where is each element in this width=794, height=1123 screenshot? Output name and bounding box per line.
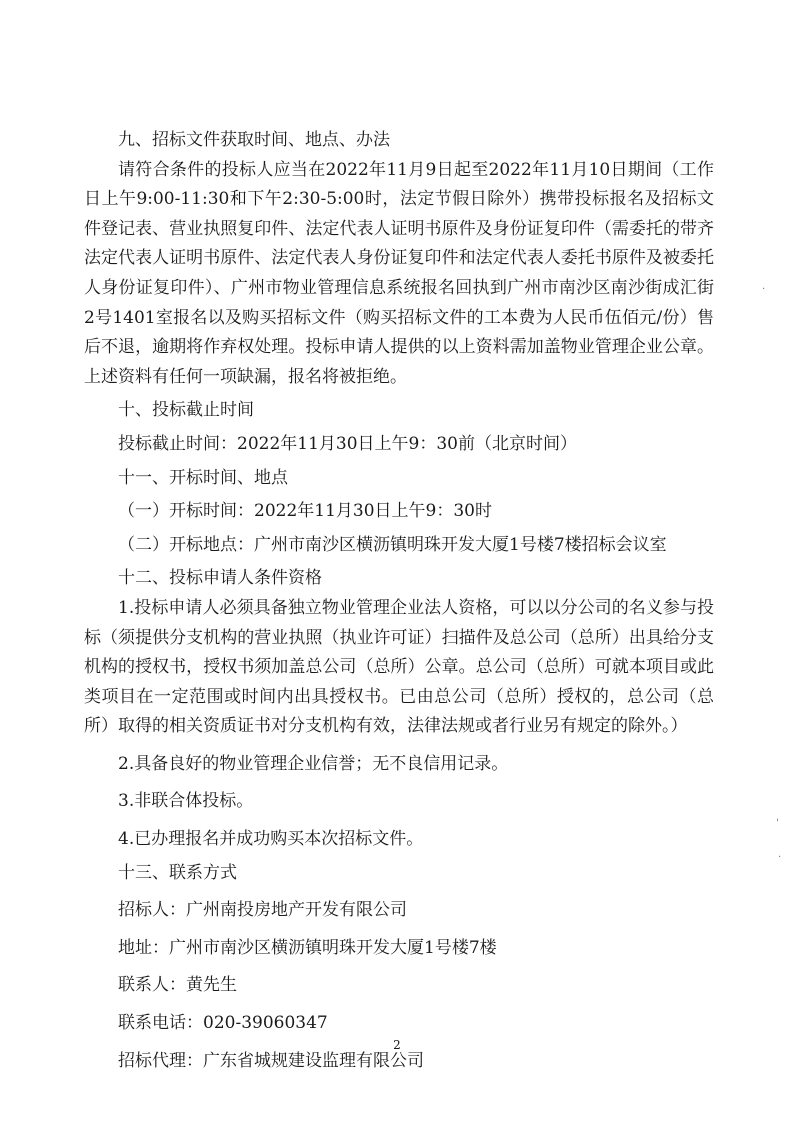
section13-contact: 联系人：黄先生 [118,975,237,996]
section12-heading: 十二、投标申请人条件资格 [118,568,322,589]
section11-place: （二）开标地点：广州市南沙区横沥镇明珠开发大厦1号楼7楼招标会议室 [118,534,667,555]
section9-body: 请符合条件的投标人应当在2022年11月9日起至2022年11月10日期间（工作日上午9:00-11:30和下午2:30-5:00时，法定节假日除外）携带投标报名及招标文件登记表、营业执照复印件、法定代表人证明书原件及身份证复印件（需委托的带齐法定代表人证明书原件、法定代表人身份证复印件和法定代表人委托书原件及被委托人身份证复印件）、广州市物业管理信息系统报名回执到广州市南沙区南沙街成汇街2号1401室报名以及购买招标文件（购买招标文件的工本费为人民币伍佰元/份）售后不退，逾期将作弃权处理。投标申请人提供的以上资料需加盖物业管理企业公章。上述资料有任何一项缺漏，报名将被拒绝。 [84,159,714,387]
document-body [84,126,714,1076]
section10-heading: 十、投标截止时间 [118,400,254,421]
section13-agent: 招标代理：广东省城规建设监理有限公司 [118,1050,424,1071]
section13-address: 地址：广州市南沙区横沥镇明珠开发大厦1号楼7楼 [118,937,497,958]
section12-item4: 4.已办理报名并成功购买本次招标文件。 [118,829,424,850]
section10-deadline: 投标截止时间：2022年11月30日上午9：30前（北京时间） [118,433,577,454]
scan-speck: · [762,284,766,295]
section12-item3: 3.非联合体投标。 [118,791,254,812]
section9-heading: 九、招标文件获取时间、地点、办法 [118,130,390,150]
section13-phone: 联系电话：020-39060347 [118,1013,328,1034]
page-number: 2 [393,1038,401,1052]
scan-speck: · [778,852,782,863]
section13-heading: 十三、联系方式 [118,862,237,883]
section11-time: （一）开标时间：2022年11月30日上午9：30时 [118,501,492,522]
section13-tenderer: 招标人：广州南投房地产开发有限公司 [118,900,407,921]
section11-heading: 十一、开标时间、地点 [118,467,288,488]
scan-speck: ' [776,818,779,829]
section12-item2: 2.具备良好的物业管理企业信誉；无不良信用记录。 [118,753,509,774]
section12-item1: 1.投标申请人必须具备独立物业管理企业法人资格，可以以分公司的名义参与投标（须提供分支机构的营业执照（执业许可证）扫描件及总公司（总所）出具给分支机构的授权书，授权书须加盖总公司（总所）公章。总公司（总所）可就本项目或此类项目在一定范围或时间内出具授权书。已由总公司（总所）授权的，总公司（总所）取得的相关资质证书对分支机构有效，法律法规或者行业另有规定的除外。） [84,597,714,737]
